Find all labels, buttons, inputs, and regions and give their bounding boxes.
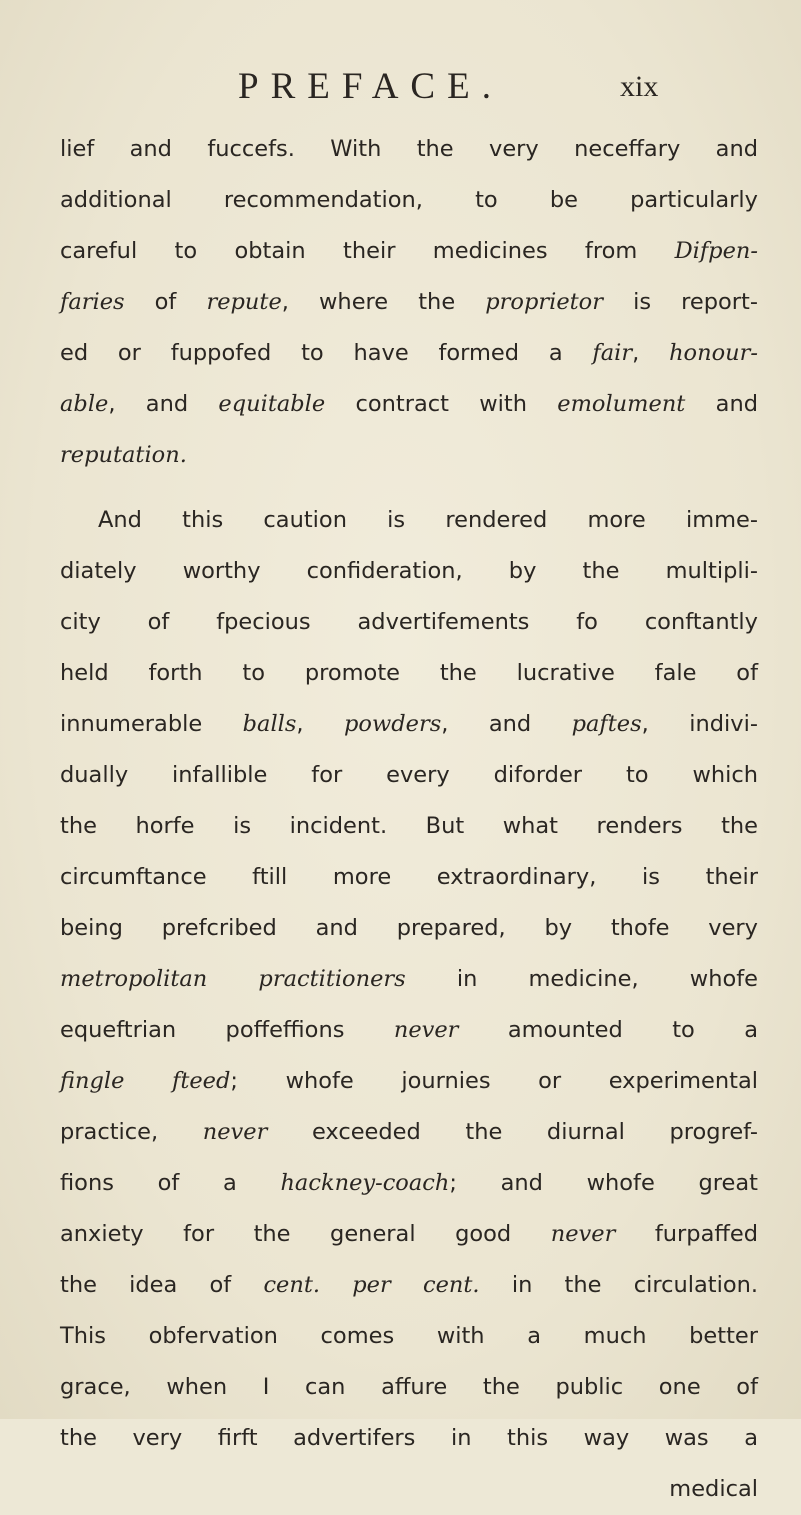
- text-line: [60, 1311, 758, 1362]
- italic-span: paftes: [571, 711, 642, 737]
- text-span: amounted to a: [458, 1017, 758, 1043]
- italic-span: never: [550, 1221, 616, 1247]
- italic-span: fingle fteed: [60, 1068, 231, 1094]
- text-span: , and: [441, 711, 572, 737]
- text-span: ,: [296, 711, 345, 737]
- text-span: lief and fuccefs. With the very neceffary and: [60, 136, 758, 162]
- text-span: ; and whofe great: [449, 1170, 758, 1196]
- text-span: and: [685, 391, 758, 417]
- running-header: [0, 62, 801, 112]
- text-span: in medicine, whofe: [405, 966, 758, 992]
- text-line: [60, 546, 758, 597]
- paragraph: [60, 124, 758, 481]
- text-span: practice,: [60, 1119, 203, 1145]
- text-span: exceeded the diurnal progref-: [267, 1119, 758, 1145]
- italic-span: never: [393, 1017, 459, 1043]
- text-line: [60, 1260, 758, 1311]
- text-span: grace, when I can affure the public one of: [60, 1374, 758, 1400]
- text-span: ed or fuppofed to have formed a: [60, 340, 593, 366]
- italic-span: cent. per cent.: [263, 1272, 480, 1298]
- text-line: [60, 597, 758, 648]
- text-line: [60, 1005, 758, 1056]
- text-line: [60, 801, 758, 852]
- italic-span: metropolitan practitioners: [60, 966, 406, 992]
- italic-span: proprietor: [485, 289, 603, 315]
- text-line: [60, 495, 758, 546]
- italic-span: faries: [60, 289, 125, 315]
- text-span: the horfe is incident. But what renders the: [60, 813, 758, 839]
- italic-span: powders: [344, 711, 442, 737]
- text-line: [60, 1158, 758, 1209]
- text-line: [60, 328, 758, 379]
- italic-span: reputation.: [60, 442, 187, 468]
- text-line: [60, 124, 758, 175]
- text-span: careful to obtain their medicines from: [60, 238, 675, 264]
- text-line: [60, 277, 758, 328]
- text-span: This obfervation comes with a much better: [60, 1323, 758, 1349]
- text-line: [60, 379, 758, 430]
- text-line: [60, 226, 758, 277]
- text-span: is report-: [602, 289, 758, 315]
- text-span: ,: [632, 340, 670, 366]
- text-line: [60, 699, 758, 750]
- text-line: [60, 430, 758, 481]
- italic-span: never: [202, 1119, 268, 1145]
- text-span: fions of a: [60, 1170, 281, 1196]
- text-span: of: [124, 289, 207, 315]
- text-span: medical: [669, 1476, 758, 1502]
- italic-span: hackney-coach: [280, 1170, 450, 1196]
- text-line: [60, 175, 758, 226]
- italic-span: repute: [206, 289, 282, 315]
- text-span: furpaffed: [615, 1221, 758, 1247]
- text-span: equeftrian poffeffions: [60, 1017, 394, 1043]
- text-span: , indivi-: [641, 711, 758, 737]
- text-span: dually infallible for every diforder to which: [60, 762, 758, 788]
- italic-span: Difpen-: [674, 238, 758, 264]
- running-title: PREFACE.: [238, 66, 503, 107]
- text-line: [60, 1209, 758, 1260]
- page-number: xix: [620, 70, 659, 103]
- text-span: the very firft advertifers in this way was a: [60, 1425, 758, 1451]
- text-span: diately worthy confideration, by the multipli-: [60, 558, 758, 584]
- text-span: innumerable: [60, 711, 243, 737]
- text-line: [60, 648, 758, 699]
- text-line: [60, 1107, 758, 1158]
- italic-span: balls: [242, 711, 297, 737]
- text-span: in the circulation.: [479, 1272, 759, 1298]
- paragraph: [60, 495, 758, 1515]
- text-span: additional recommendation, to be particularly: [60, 187, 758, 213]
- text-line: [60, 852, 758, 903]
- text-span: contract with: [325, 391, 558, 417]
- italic-span: equitable: [218, 391, 326, 417]
- text-span: the idea of: [60, 1272, 264, 1298]
- text-span: held forth to promote the lucrative fale of: [60, 660, 758, 686]
- text-span: city of fpecious advertifements fo conftantly: [60, 609, 758, 635]
- text-line: [60, 1056, 758, 1107]
- italic-span: fair: [592, 340, 633, 366]
- text-line: [60, 1464, 758, 1515]
- text-span: And this caution is rendered more imme-: [98, 507, 758, 533]
- italic-span: able: [60, 391, 109, 417]
- text-span: circumftance ftill more extraordinary, is their: [60, 864, 758, 890]
- italic-span: honour-: [669, 340, 758, 366]
- body-text: [60, 124, 758, 1515]
- text-line: [60, 1413, 758, 1464]
- text-line: [60, 903, 758, 954]
- text-span: , and: [108, 391, 219, 417]
- text-line: [60, 954, 758, 1005]
- text-line: [60, 750, 758, 801]
- text-span: anxiety for the general good: [60, 1221, 551, 1247]
- text-span: ; whofe journies or experimental: [230, 1068, 758, 1094]
- text-line: [60, 1362, 758, 1413]
- text-span: , where the: [281, 289, 486, 315]
- text-span: being prefcribed and prepared, by thofe very: [60, 915, 758, 941]
- italic-span: emolument: [557, 391, 686, 417]
